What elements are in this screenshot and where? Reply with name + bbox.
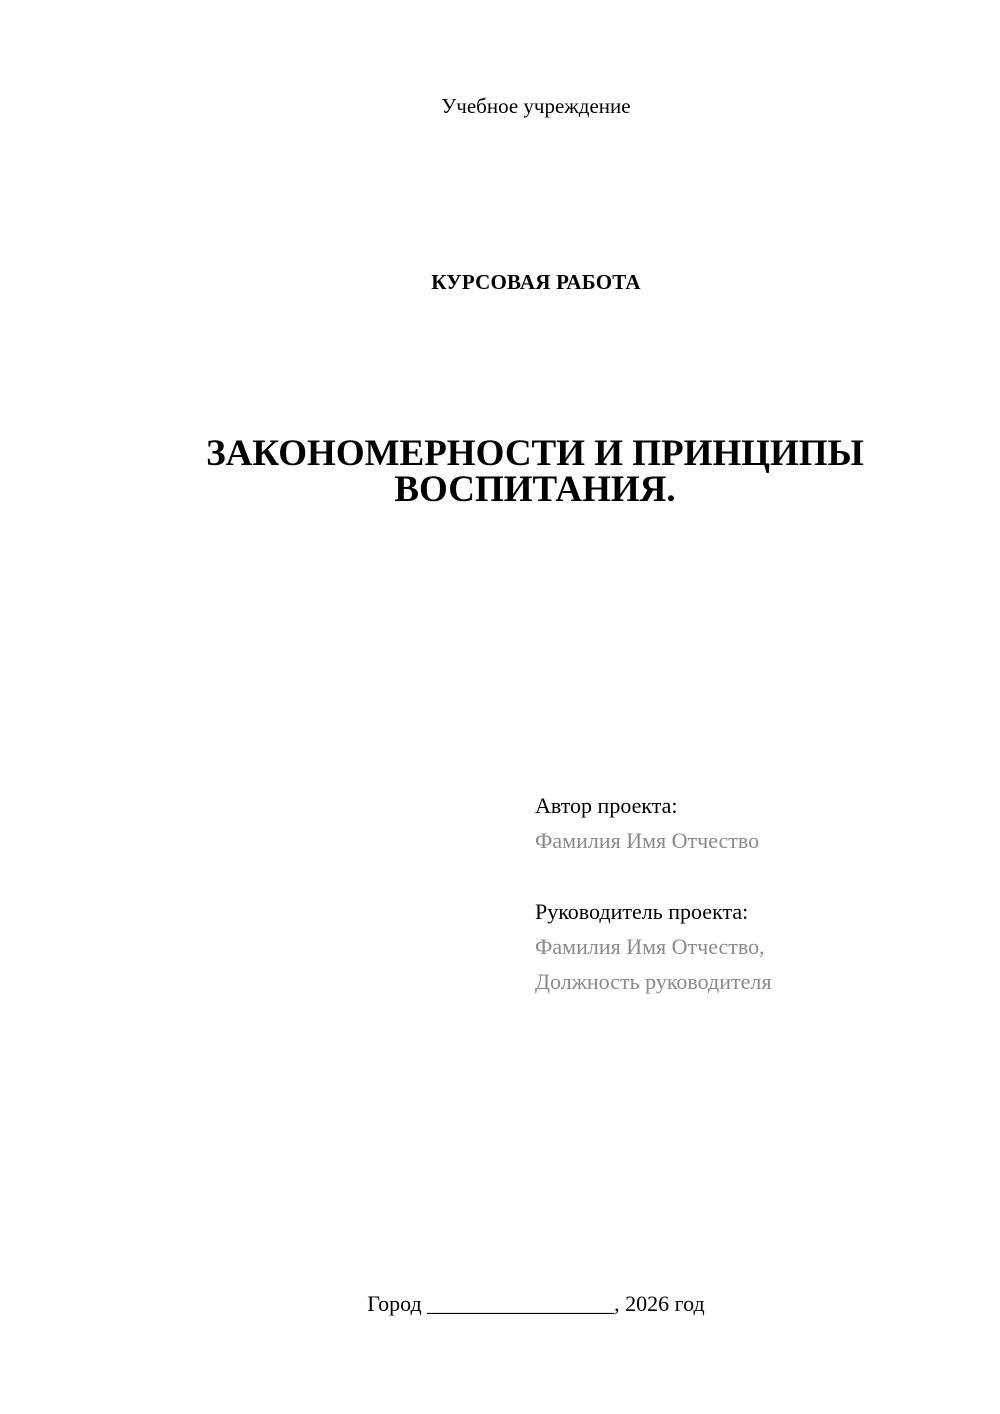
- credits-block: [535, 788, 975, 999]
- work-type-heading: КУРСОВАЯ РАБОТА: [431, 270, 641, 294]
- institution-name: Учебное учреждение: [441, 94, 631, 118]
- title-line-2: ВОСПИТАНИЯ.: [394, 469, 676, 510]
- supervisor-position: Должность руководителя: [535, 969, 772, 994]
- document-title: [0, 433, 1000, 510]
- author-label: Автор проекта:: [535, 793, 678, 818]
- credits-spacer: [535, 858, 975, 894]
- supervisor-label: Руководитель проекта:: [535, 899, 749, 924]
- city-year-footer: Город _________________, 2026 год: [367, 1291, 705, 1316]
- title-line-1: ЗАКОНОМЕРНОСТИ И ПРИНЦИПЫ: [206, 433, 864, 474]
- author-name: Фамилия Имя Отчество: [535, 828, 760, 853]
- supervisor-name: Фамилия Имя Отчество,: [535, 934, 765, 959]
